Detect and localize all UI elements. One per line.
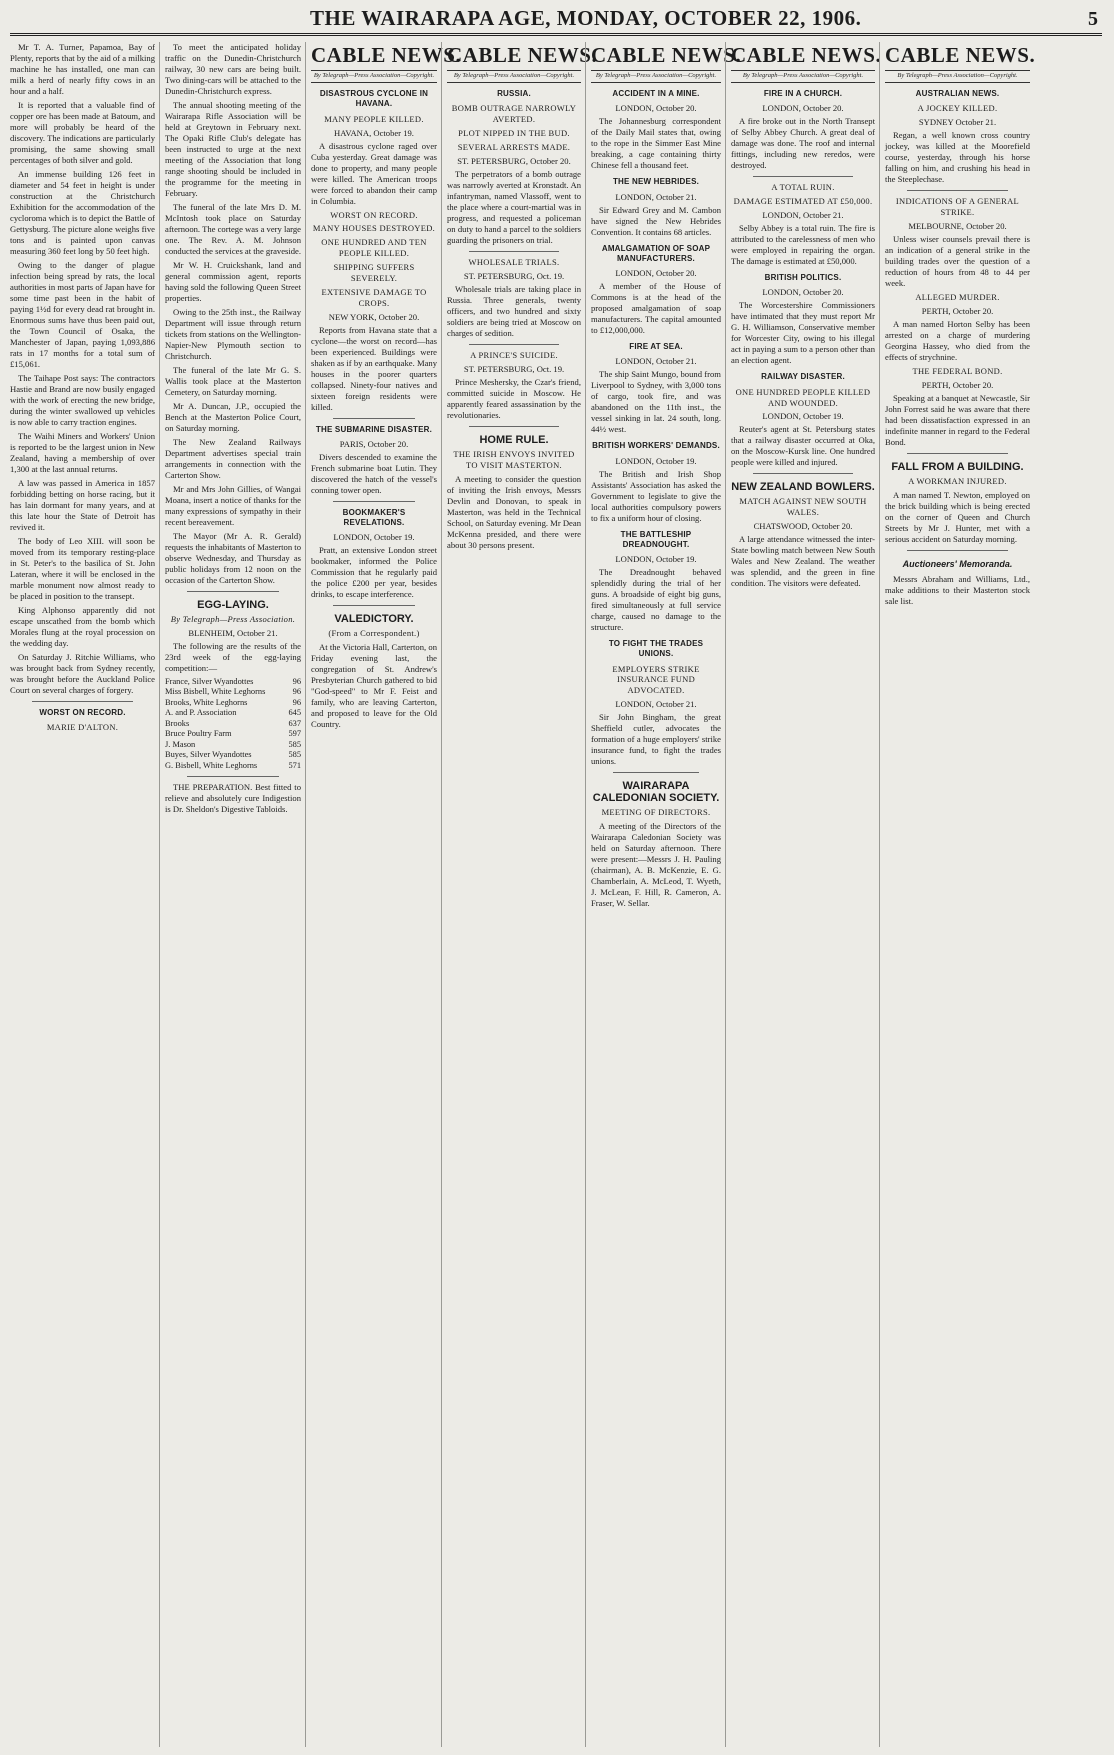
headline: A TOTAL RUIN. <box>771 182 835 193</box>
paragraph: The Mayor (Mr A. R. Gerald) requests the inhabitants of Masterton to observe Wednesday, and Thursday as public holidays from 12 noon on the occasion of the Carterton Show. <box>165 531 301 585</box>
byline: By Telegraph—Press Association—Copyright. <box>731 72 875 83</box>
headline: FIRE IN A CHURCH. <box>763 89 843 99</box>
dateline: LONDON, October 20. <box>762 287 844 298</box>
paragraph: The annual shooting meeting of the Wairarapa Rifle Association will be held at Greytown in February next. The Opaki Rifle Club's delegate has been instructed to urge at the next meeting of the Association that long range shooting should be included in the programme for the meeting in February. <box>165 100 301 198</box>
article-text: A man named T. Newton, employed on the brick building which is being erected on the corner of Queen and Church Streets by Mr J. Hunter, met with a serious accident on Saturday morning. <box>885 489 1030 544</box>
headline: AMALGAMATION OF SOAP MANUFACTURERS. <box>601 243 711 263</box>
entrant-name: Miss Bisbell, White Leghorns <box>165 687 266 697</box>
columns <box>10 42 1102 1747</box>
ad-signature: MARIE D'ALTON. <box>46 722 119 733</box>
entrant-name: France, Silver Wyandottes <box>165 676 254 686</box>
egg-laying-heading: EGG-LAYING. <box>197 599 269 611</box>
headline: AUSTRALIAN NEWS. <box>915 89 1000 99</box>
dateline: HAVANA, October 19. <box>334 127 414 138</box>
article-text: A member of the House of Commons is at the head of the proposed amalgamation of soap manufacturers. The capital amounted to £12,000,000. <box>591 281 721 336</box>
article-text: The ship Saint Mungo, bound from Liverpool to Sydney, with 3,000 tons of cargo, took fire, and was abandoned on the 11th inst., the vessel sinking in lat. 24 south, long. 44½ west. <box>591 369 721 435</box>
table-row <box>165 750 301 761</box>
divider <box>469 426 559 427</box>
entrant-name: J. Mason <box>165 739 196 749</box>
table-row <box>165 677 301 688</box>
article-text: Reports from Havana state that a cyclone—the worst on record—has been experienced. Buildings were shaken as if by an earthquake. Many houses in the poorer quarters collapsed. Ninety-four natives and sixteen foreign residents were killed. <box>311 324 437 412</box>
dateline: MELBOURNE, October 20. <box>908 221 1007 232</box>
column-fade <box>726 1711 875 1747</box>
cable-news-banner: CABLE NEWS. <box>311 42 437 71</box>
headline: BRITISH WORKERS' DEMANDS. <box>592 441 720 451</box>
byline: By Telegraph—Press Association—Copyright. <box>447 72 581 83</box>
divider <box>469 251 559 252</box>
paragraph: Mr A. Duncan, J.P., occupied the Bench at the Masterton Police Court, on Saturday morning. <box>165 401 301 433</box>
article-text: Divers descended to examine the French submarine boat Lutin. They discovered the hatch of the vessel's conning tower open. <box>311 451 437 495</box>
entrant-name: Buyes, Silver Wyandottes <box>165 750 252 760</box>
divider <box>907 190 1008 191</box>
article-text: A meeting of the Directors of the Wairarapa Caledonian Society was held on Saturday afternoon. There were present:—Messrs J. H. Pauling (chairman), A. B. McKenzie, E. G. Chamberlain, A. McLeod, T. Wyeth, J. McLean, F. Hill, R. Cameron, A. Fraser, W. Sellar. <box>591 821 721 909</box>
divider <box>32 701 133 702</box>
article-text: Wholesale trials are taking place in Russia. Three generals, twenty officers, and two hundred and sixty soldiers are being tried at Moscow on charges of sedition. <box>447 283 581 338</box>
divider <box>333 501 415 502</box>
article-text: Selby Abbey is a total ruin. The fire is attributed to the carelessness of men who were employed in repairing the organ. The damage is estimated at £50,000. <box>731 223 875 267</box>
headline: THE SUBMARINE DISASTER. <box>315 424 433 434</box>
paragraph: Mr T. A. Turner, Papamoa, Bay of Plenty, reports that by the aid of a milking machine he has installed, one man can milk a herd of nearly fifty cows in an hour and a half. <box>10 42 155 96</box>
headline: ACCIDENT IN A MINE. <box>612 89 700 99</box>
dateline: PARIS, October 20. <box>339 438 409 449</box>
dateline: CHATSWOOD, October 20. <box>753 521 853 532</box>
article-text: Sir Edward Grey and M. Cambon have signed the New Hebrides Convention. It contains 68 articles. <box>591 204 721 237</box>
article-text: A man named Horton Selby has been arrested on a charge of murdering Georgina Hassey, who died from the effects of strychnine. <box>885 318 1030 362</box>
entrant-value: 96 <box>292 697 301 707</box>
dateline: LONDON, October 21. <box>615 699 697 710</box>
subheadline: SHIPPING SUFFERS SEVERELY. <box>333 262 415 283</box>
page-number: 5 <box>1088 8 1098 30</box>
dateline: LONDON, October 19. <box>615 455 697 466</box>
subheadline: THE IRISH ENVOYS INVITED TO VISIT MASTERTON. <box>453 448 575 470</box>
cable-news-banner: CABLE NEWS. <box>731 42 875 71</box>
advertisement-text: THE PREPARATION. Best fitted to relieve and absolutely cure Indigestion is Dr. Sheldon's Digestive Tabloids. <box>165 782 301 815</box>
subheadline: EXTENSIVE DAMAGE TO CROPS. <box>321 286 427 308</box>
headline: NEW ZEALAND BOWLERS. <box>731 481 875 494</box>
article-text: A disastrous cyclone raged over Cuba yesterday. Great damage was done to property, and many people were killed. The American troops were forced to abandon their camp in Columbia. <box>311 140 437 206</box>
byline: By Telegraph—Press Association—Copyright. <box>311 72 437 83</box>
article-text: The Johannesburg correspondent of the Daily Mail states that, owing to the rope in the Simmer East Mine breaking, a cage containing thirty Chinese fell a thousand feet. <box>591 116 721 171</box>
dateline: SYDNEY October 21. <box>918 117 997 128</box>
table-row <box>165 761 301 772</box>
cable-news-banner: CABLE NEWS. <box>447 42 581 71</box>
headline: DISASTROUS CYCLONE IN HAVANA. <box>319 89 429 109</box>
dateline: ST. PETERSBURG, Oct. 19. <box>463 270 565 281</box>
paragraph: To meet the anticipated holiday traffic on the Dunedin-Christchurch railway, 30 new cars are being built. Two dining-cars will be attached to the Dunedin-Christchurch express. <box>165 42 301 96</box>
dateline: LONDON, October 20. <box>615 268 697 279</box>
paragraph: The funeral of the late Mrs D. M. McIntosh took place on Saturday afternoon. The cortege was a very large one. The Rev. A. M. Johnson conducted the services at the graveside. <box>165 202 302 256</box>
dateline: LONDON, October 21. <box>615 356 697 367</box>
headline: THE FEDERAL BOND. <box>912 365 1003 376</box>
subheadline: A JOCKEY KILLED. <box>917 103 998 114</box>
column-local-news-2 <box>159 42 301 1747</box>
headline: FALL FROM A BUILDING. <box>891 460 1024 473</box>
dateline: LONDON, October 21. <box>762 210 844 221</box>
headline: A PRINCE'S SUICIDE. <box>470 349 558 360</box>
article-text: Speaking at a banquet at Newcastle, Sir John Forrest said he was aware that there had been dissatisfaction expressed in an indefinite manner in regard to the Federal Bond. <box>885 392 1030 447</box>
dateline: LONDON, October 21. <box>615 191 697 202</box>
headline: RUSSIA. <box>497 89 531 99</box>
paragraph: King Alphonso apparently did not escape unscathed from the bomb which Morales flung at the royal procession on the wedding day. <box>10 605 155 648</box>
entrant-value: 645 <box>288 708 301 718</box>
headline: HOME RULE. <box>479 433 549 446</box>
byline: By Telegraph—Press Association—Copyright. <box>591 72 721 83</box>
headline: BRITISH POLITICS. <box>764 273 842 283</box>
subheadline: MANY PEOPLE KILLED. <box>324 113 424 124</box>
paragraph: The Waihi Miners and Workers' Union is reported to be the largest union in New Zealand, having a membership of over 1,300 at the last annual returns. <box>10 431 155 474</box>
egg-byline: By Telegraph—Press Association. <box>170 614 296 625</box>
subheadline: A WORKMAN INJURED. <box>908 475 1007 486</box>
column-cable-news-3 <box>585 42 742 1747</box>
subheadline: ONE HUNDRED PEOPLE KILLED AND WOUNDED. <box>735 386 871 408</box>
headline: BOOKMAKER'S REVELATIONS. <box>342 507 406 527</box>
table-row <box>165 698 301 709</box>
entrant-name: Brooks, White Leghorns <box>165 697 248 707</box>
article-text: Sir John Bingham, the great Sheffield cutler, advocates the formation of a huge employers' strike insurance fund, to fight the trades unions. <box>591 712 721 767</box>
table-row <box>165 740 301 751</box>
paragraph: The body of Leo XIII. will soon be moved from its temporary resting-place in St. Peter's to the basilica of St. John Lateran, where it will be enclosed in the marble monument now almost ready to be placed in position to the transept. <box>10 536 155 601</box>
paragraph: The New Zealand Railways Department advertises special train arrangements in connection with the Carterton Show. <box>165 437 301 480</box>
table-row <box>165 719 301 730</box>
dateline: LONDON, October 19. <box>333 532 415 543</box>
column-fade <box>442 1711 581 1747</box>
headline: WHOLESALE TRIALS. <box>468 256 560 267</box>
article-text: The British and Irish Shop Assistants' Association has asked the Government to legislate to give the local authorities compulsory powers to fix a uniform hour of closing. <box>591 468 721 523</box>
entrant-value: 585 <box>288 739 301 749</box>
column-local-news-1 <box>10 42 155 1747</box>
subheadline: MATCH AGAINST NEW SOUTH WALES. <box>739 496 867 518</box>
entrant-value: 637 <box>288 718 301 728</box>
dateline: ST. PETERSBURG, October 20. <box>457 155 571 166</box>
column-cable-news-2 <box>441 42 598 1747</box>
article-text: Messrs Abraham and Williams, Ltd., make additions to their Masterton stock sale list. <box>885 574 1030 607</box>
paragraph: Owing to the danger of plague infection being spread by rats, the local authorities in most parts of Japan have for some time past been in the habit of paying 1½d for every dead rat brought in. Enormous sums have thus been paid out, the Town Council of Osaka, the Manchester of Japan, paying 1,093,886 rats in 17 months for a total sum of £15,061. <box>10 260 155 369</box>
article-text: Regan, a well known cross country jockey, was killed at the Moorefield course, yesterday, through his horse falling on him, and crushing his head in the Steeplechase. <box>885 130 1030 185</box>
dateline: ST. PETERSBURG, Oct. 19. <box>463 363 565 374</box>
headline: TO FIGHT THE TRADES UNIONS. <box>608 639 704 659</box>
table-row <box>165 687 301 698</box>
paragraph: On Saturday J. Ritchie Williams, who was brought back from Sydney recently, was brought before the Auckland Police Court on several charges of forgery. <box>10 652 155 695</box>
headline: THE BATTLESHIP DREADNOUGHT. <box>620 529 692 549</box>
divider <box>333 418 415 419</box>
headline: ALLEGED MURDER. <box>915 292 1000 303</box>
article-text: At the Victoria Hall, Carterton, on Friday evening last, the congregation of St. Andrew's Presbyterian Church gathered to bid "God-speed" to Mr F. Feist and family, who are leaving Carterton, and proposed to leave for the Old Country. <box>311 642 437 730</box>
paragraph: An immense building 126 feet in diameter and 54 feet in height is under construction at the Christchurch Exhibition for the accommodation of the cycloroma which is to depict the Battle of Gettysburg. The picture alone weighs five tons and is painted upon canvas measuring 360 feet long by 50 feet high. <box>10 169 155 256</box>
subheadline: BOMB OUTRAGE NARROWLY AVERTED. <box>451 103 577 125</box>
paragraph: A law was passed in America in 1857 forbidding betting on horse racing, but it has lain dormant for many years, and at this late hour the State of Detroit has revived it. <box>10 478 155 532</box>
headline: INDICATIONS OF A GENERAL STRIKE. <box>895 196 1020 218</box>
egg-dateline: BLENHEIM, October 21. <box>188 627 278 638</box>
column-fade <box>306 1711 437 1747</box>
subheadline: SEVERAL ARRESTS MADE. <box>457 142 571 153</box>
entrant-value: 96 <box>292 687 301 697</box>
entrant-value: 96 <box>292 676 301 686</box>
table-row <box>165 729 301 740</box>
dateline: LONDON, October 20. <box>615 103 697 114</box>
article-text: Reuter's agent at St. Petersburg states that a railway disaster occurred at Oka, on the Moscow-Kursk line. One hundred people were killed and injured. <box>731 424 875 468</box>
table-row <box>165 708 301 719</box>
subheadline: WORST ON RECORD. <box>330 209 418 220</box>
dateline: PERTH, October 20. <box>921 305 994 316</box>
masthead-title: THE WAIRARAPA AGE, MONDAY, OCTOBER 22, 1906. <box>310 6 862 30</box>
paragraph: The Taihape Post says: The contractors Hastie and Brand are now busily engaged with the work of erecting the new bridge, during the winter swallowed up vehicles is now able to carry traction engines. <box>10 373 155 427</box>
subheadline: (From a Correspondent.) <box>328 628 420 639</box>
article-text: A meeting to consider the question of inviting the Irish envoys, Messrs Devlin and Donovan, to speak in Masterton, was held in the Technical School, on Saturday evening. Mr Dean McKenna presided, and there were about 30 persons present. <box>447 473 581 550</box>
entrant-value: 571 <box>288 760 301 770</box>
paragraph: Mr W. H. Cruickshank, land and general commission agent, reports having sold the following Queen Street properties. <box>165 260 301 303</box>
divider <box>753 176 853 177</box>
article-text: A fire broke out in the North Transept of Selby Abbey Church. A great deal of damage was done. The roof and internal fittings, including new reredos, were destroyed. <box>731 116 875 171</box>
divider <box>907 453 1008 454</box>
dateline: PERTH, October 20. <box>921 379 994 390</box>
divider <box>187 776 279 777</box>
headline: VALEDICTORY. <box>334 613 414 626</box>
article-text: A large attendance witnessed the inter-State bowling match between New South Wales and New Zealand. The weather was splendid, and the green in fine condition. The visitors were defeated. <box>731 534 875 589</box>
dateline: NEW YORK, October 20. <box>328 311 420 322</box>
subheadline: MANY HOUSES DESTROYED. <box>312 223 436 234</box>
headline: FIRE AT SEA. <box>629 342 683 352</box>
entrant-name: Bruce Poultry Farm <box>165 729 232 739</box>
article-text: The Dreadnought behaved splendidly during the trial of her guns. A broadside of eight big guns, fired simultaneously at full service charge, caused no damage to the structure. <box>591 567 721 633</box>
subheadline: MEETING OF DIRECTORS. <box>601 807 711 818</box>
column-fade <box>10 1711 155 1747</box>
divider <box>469 344 559 345</box>
subheadline: PLOT NIPPED IN THE BUD. <box>458 128 570 139</box>
divider <box>187 591 279 592</box>
dateline: LONDON, October 20. <box>762 103 844 114</box>
byline: By Telegraph—Press Association—Copyright. <box>885 72 1030 83</box>
column-fade <box>586 1711 721 1747</box>
subheadline: DAMAGE ESTIMATED AT £50,000. <box>733 196 873 207</box>
entrant-name: G. Bisbell, White Leghorns <box>165 760 258 770</box>
cable-news-banner: CABLE NEWS. <box>885 42 1030 71</box>
entrant-name: Brooks <box>165 718 190 728</box>
dateline: LONDON, October 19. <box>762 411 844 422</box>
egg-intro: The following are the results of the 23rd week of the egg-laying competition:— <box>165 640 301 673</box>
paragraph: It is reported that a valuable find of copper ore has been made at Batoum, and more will probably be heard of the discovery. The indications are particularly promising, the same showing small percentages of both silver and gold. <box>10 100 155 165</box>
article-text: Unless wiser counsels prevail there is an indication of a general strike in the building trades over the question of a reduction of hours from 48 to 44 per week. <box>885 234 1030 289</box>
divider <box>907 550 1008 551</box>
headline: THE NEW HEBRIDES. <box>612 177 700 187</box>
cable-news-banner: CABLE NEWS. <box>591 42 721 71</box>
headline: Auctioneers' Memoranda. <box>902 558 1013 569</box>
column-cable-news-1 <box>305 42 462 1747</box>
ad-heading: WORST ON RECORD. <box>39 708 126 717</box>
article-text: Pratt, an extensive London street bookmaker, informed the Police Commission that he regularly paid the police £200 per year, besides drinks, to escape interference. <box>311 545 437 600</box>
divider <box>613 772 699 773</box>
entrant-value: 597 <box>288 729 301 739</box>
headline: RAILWAY DISASTER. <box>761 372 845 382</box>
column-cable-news-4 <box>725 42 882 1747</box>
paragraph: The funeral of the late Mr G. S. Wallis took place at the Masterton Cemetery, on Saturday morning. <box>165 365 301 397</box>
paragraph: Mr and Mrs John Gillies, of Wangai Moana, insert a notice of thanks for the many expressions of sympathy in their recent bereavement. <box>165 484 301 527</box>
egg-results-table <box>165 677 301 772</box>
headline: WAIRARAPA CALEDONIAN SOCIETY. <box>592 780 720 805</box>
article-text: The Worcestershire Commissioners have intimated that they must report Mr G. H. Williamson, Conservative member for Worcester City, owing to his illegal act in paying a sum to a person other than an election agent. <box>731 300 875 366</box>
divider <box>333 605 415 606</box>
masthead <box>10 6 1102 36</box>
dateline: LONDON, October 19. <box>615 554 697 565</box>
column-cable-news-5 <box>879 42 1036 1747</box>
article-text: Prince Meshersky, the Czar's friend, committed suicide in Moscow. He apparently feared assassination by the revolutionaries. <box>447 376 581 420</box>
column-fade <box>880 1711 1030 1747</box>
article-text: The perpetrators of a bomb outrage was narrowly averted at Kronstadt. An infantryman, named Vlassoff, went to the place where a court-martial was in progress, and requested a policeman on duty to hand a parcel to the soldiers guarding the prisoners on trial. <box>447 168 581 245</box>
entrant-value: 585 <box>288 750 301 760</box>
divider <box>753 473 853 474</box>
column-fade <box>160 1711 301 1747</box>
subheadline: EMPLOYERS STRIKE INSURANCE FUND ADVOCATED. <box>612 663 700 696</box>
paragraph: Owing to the 25th inst., the Railway Department will issue through return tickets from stations on the Wellington-Napier-New Plymouth section to Christchurch. <box>165 307 301 361</box>
entrant-name: A. and P. Association <box>165 708 237 718</box>
subheadline: ONE HUNDRED AND TEN PEOPLE KILLED. <box>321 237 427 259</box>
